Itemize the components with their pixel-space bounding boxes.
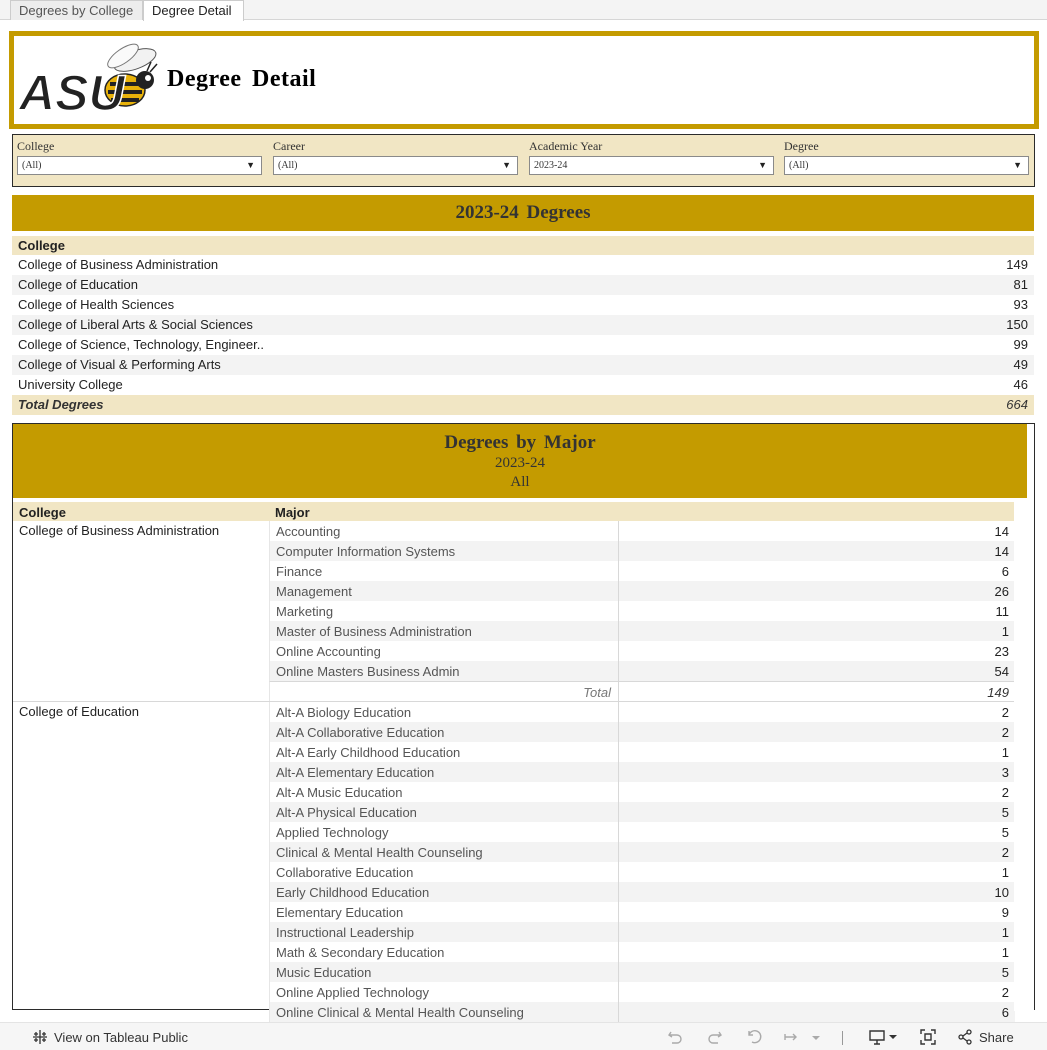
major-name: Finance (276, 564, 323, 579)
major-rows (269, 702, 1015, 1022)
filter-label: Academic Year (529, 139, 603, 153)
dropdown-value: 2023-24 (534, 160, 568, 171)
dropdown-value: (All) (22, 160, 42, 171)
summary-row[interactable] (12, 255, 1034, 275)
column-divider (618, 982, 619, 1002)
summary-college-name: College of Education (18, 277, 138, 292)
summary-title: 2023-24 Degrees (12, 195, 1034, 231)
major-degree-count: 2 (1001, 725, 1009, 740)
filter-label: Career (273, 139, 305, 153)
college-filter (17, 139, 262, 175)
major-table[interactable] (13, 521, 1015, 1023)
major-row[interactable] (269, 561, 1015, 581)
major-row[interactable] (269, 942, 1015, 962)
group-college-name: College of Education (19, 704, 139, 719)
col-college-header: College (19, 505, 66, 520)
major-name: Applied Technology (276, 825, 389, 840)
academic-year-dropdown[interactable] (529, 156, 774, 175)
degree-dropdown[interactable] (784, 156, 1029, 175)
column-divider (618, 862, 619, 882)
major-name: Alt-A Collaborative Education (276, 725, 445, 740)
column-divider (618, 581, 619, 601)
major-degree-count: 14 (994, 524, 1009, 539)
major-degree-count: 26 (994, 584, 1009, 599)
major-degree-count: 6 (1001, 564, 1009, 579)
major-degree-count: 9 (1001, 905, 1009, 920)
filter-label: College (17, 139, 55, 153)
major-row[interactable] (269, 661, 1015, 681)
tab-degree-detail[interactable]: Degree Detail (143, 0, 244, 21)
major-name: Elementary Education (276, 905, 404, 920)
major-row[interactable] (269, 902, 1015, 922)
major-name: Early Childhood Education (276, 885, 430, 900)
major-row[interactable] (269, 601, 1015, 621)
major-degree-count: 1 (1001, 945, 1009, 960)
college-dropdown[interactable] (17, 156, 262, 175)
major-degree-count: 1 (1001, 925, 1009, 940)
revert-icon[interactable] (746, 1028, 764, 1046)
major-title-bar (13, 424, 1027, 498)
major-degree-count: 5 (1001, 825, 1009, 840)
undo-icon[interactable] (666, 1028, 684, 1046)
fullscreen-icon[interactable] (919, 1028, 937, 1046)
col-major-header: Major (275, 505, 310, 520)
major-column-headers (13, 502, 1015, 521)
major-row[interactable] (269, 802, 1015, 822)
major-degree-count: 6 (1001, 1005, 1009, 1020)
degrees-by-major-panel (12, 423, 1035, 1020)
column-divider (618, 782, 619, 802)
column-divider (618, 822, 619, 842)
major-name: Alt-A Music Education (276, 785, 403, 800)
share-icon (957, 1029, 973, 1045)
tab-degrees-by-college[interactable]: Degrees by College (10, 0, 143, 20)
major-name: Marketing (276, 604, 334, 619)
column-divider (618, 802, 619, 822)
academic-year-filter (529, 139, 774, 175)
summary-row[interactable] (12, 355, 1034, 375)
summary-degree-count: 149 (1006, 257, 1028, 272)
column-divider (618, 702, 619, 722)
summary-total-row (12, 395, 1034, 415)
column-divider (618, 742, 619, 762)
major-title: Degrees by Major (444, 432, 596, 453)
summary-degree-count: 150 (1006, 317, 1028, 332)
major-degree-count: 2 (1001, 985, 1009, 1000)
major-degree-count: 11 (995, 604, 1009, 619)
page-title: Degree Detail (167, 66, 317, 92)
college-group (13, 702, 1015, 1023)
summary-table (12, 255, 1034, 415)
career-dropdown[interactable] (273, 156, 518, 175)
refresh-icon[interactable] (782, 1028, 800, 1046)
degree-filter (784, 139, 1029, 175)
dropdown-arrow-icon: ▼ (1013, 160, 1022, 170)
present-download-icon[interactable] (868, 1028, 898, 1046)
summary-degree-count: 46 (1013, 377, 1028, 392)
column-divider (618, 641, 619, 661)
toolbar-divider (842, 1031, 843, 1045)
major-name: Computer Information Systems (276, 544, 456, 559)
dropdown-value: (All) (789, 160, 809, 171)
major-degree-count: 5 (1001, 805, 1009, 820)
summary-degree-count: 81 (1013, 277, 1028, 292)
major-row[interactable] (269, 842, 1015, 862)
major-degree-count: 54 (994, 664, 1009, 679)
column-divider (618, 942, 619, 962)
dropdown-value: (All) (278, 160, 298, 171)
major-name: Online Accounting (276, 644, 381, 659)
major-row[interactable] (269, 581, 1015, 601)
major-row[interactable] (269, 541, 1015, 561)
tableau-toolbar (0, 1022, 1047, 1050)
major-name: Alt-A Physical Education (276, 805, 417, 820)
summary-total-label: Total Degrees (18, 397, 104, 412)
major-total-row (269, 681, 1015, 701)
major-degree-count: 2 (1001, 845, 1009, 860)
major-degree-count: 2 (1001, 785, 1009, 800)
summary-degree-count: 93 (1013, 297, 1028, 312)
major-name: Alt-A Elementary Education (276, 765, 435, 780)
major-degree-count: 2 (1001, 705, 1009, 720)
major-row[interactable] (269, 621, 1015, 641)
major-row[interactable] (269, 641, 1015, 661)
major-name: Clinical & Mental Health Counseling (276, 845, 483, 860)
major-row[interactable] (269, 982, 1015, 1002)
major-row[interactable] (269, 962, 1015, 982)
summary-row[interactable] (12, 375, 1034, 395)
major-degree-count: 14 (994, 544, 1009, 559)
major-degree-count: 1 (1001, 865, 1009, 880)
summary-row[interactable] (12, 295, 1034, 315)
major-name: Online Clinical & Mental Health Counseling (276, 1005, 524, 1020)
column-divider (618, 882, 619, 902)
major-name: Online Applied Technology (276, 985, 429, 1000)
major-name: Accounting (276, 524, 341, 539)
column-divider (618, 842, 619, 862)
column-divider (618, 1002, 619, 1022)
summary-college-name: University College (18, 377, 123, 392)
refresh-dropdown-icon[interactable] (810, 1028, 822, 1046)
share-button[interactable] (957, 1029, 1014, 1045)
total-value: 149 (987, 685, 1009, 700)
column-divider (618, 962, 619, 982)
column-divider (618, 601, 619, 621)
svg-text:ASU: ASU (19, 65, 125, 121)
major-name: Collaborative Education (276, 865, 414, 880)
view-on-tableau-label: View on Tableau Public (54, 1029, 188, 1045)
major-name: Management (276, 584, 352, 599)
major-row[interactable] (269, 722, 1015, 742)
dropdown-arrow-icon: ▼ (758, 160, 767, 170)
major-row[interactable] (269, 762, 1015, 782)
column-divider (618, 661, 619, 681)
filter-label: Degree (784, 139, 819, 153)
asu-hornet-logo (17, 42, 165, 121)
major-row[interactable] (269, 742, 1015, 762)
major-name: Alt-A Early Childhood Education (276, 745, 461, 760)
summary-college-name: College of Science, Technology, Engineer.. (18, 337, 264, 352)
column-divider (618, 762, 619, 782)
summary-college-name: College of Visual & Performing Arts (18, 357, 221, 372)
major-row[interactable] (269, 862, 1015, 882)
major-name: Online Masters Business Admin (276, 664, 460, 679)
summary-college-name: College of Health Sciences (18, 297, 175, 312)
major-row[interactable] (269, 782, 1015, 802)
major-row[interactable] (269, 922, 1015, 942)
column-divider (618, 561, 619, 581)
group-college-name: College of Business Administration (19, 523, 220, 538)
tab-strip (0, 0, 1047, 20)
summary-row[interactable] (12, 315, 1034, 335)
major-degree-count: 1 (1001, 745, 1009, 760)
major-name: Math & Secondary Education (276, 945, 445, 960)
major-row[interactable] (269, 1002, 1015, 1022)
major-row[interactable] (269, 822, 1015, 842)
major-row[interactable] (269, 521, 1015, 541)
column-divider (618, 902, 619, 922)
summary-row[interactable] (12, 275, 1034, 295)
major-row[interactable] (269, 882, 1015, 902)
view-on-tableau-public-link[interactable] (32, 1029, 188, 1045)
column-divider (618, 922, 619, 942)
redo-icon[interactable] (706, 1028, 724, 1046)
dashboard-header (9, 31, 1039, 129)
major-name: Instructional Leadership (276, 925, 415, 940)
summary-college-name: College of Business Administration (18, 257, 219, 272)
share-label: Share (979, 1029, 1014, 1045)
column-divider (618, 621, 619, 641)
column-divider (618, 521, 619, 541)
summary-degree-count: 99 (1013, 337, 1028, 352)
column-divider (618, 682, 619, 702)
column-divider (618, 722, 619, 742)
major-subtitle-year: 2023-24 (495, 455, 545, 471)
summary-column-header: College (12, 236, 1034, 255)
major-name: Master of Business Administration (276, 624, 472, 639)
major-degree-count: 10 (994, 885, 1009, 900)
major-rows (269, 521, 1015, 701)
major-name: Music Education (276, 965, 372, 980)
major-degree-count: 23 (994, 644, 1009, 659)
career-filter (273, 139, 518, 175)
major-subtitle-filter: All (510, 474, 530, 490)
summary-college-name: College of Liberal Arts & Social Sciences (18, 317, 253, 332)
summary-row[interactable] (12, 335, 1034, 355)
major-row[interactable] (269, 702, 1015, 722)
total-label: Total (583, 685, 611, 700)
major-degree-count: 5 (1001, 965, 1009, 980)
vertical-scrollbar[interactable] (1014, 502, 1034, 1011)
major-degree-count: 1 (1001, 624, 1009, 639)
major-degree-count: 3 (1001, 765, 1009, 780)
major-name: Alt-A Biology Education (276, 705, 412, 720)
summary-degree-count: 49 (1013, 357, 1028, 372)
tableau-logo-icon (32, 1029, 48, 1045)
college-group (13, 521, 1015, 702)
dropdown-arrow-icon: ▼ (246, 160, 255, 170)
summary-total-value: 664 (1006, 397, 1028, 412)
column-divider (618, 541, 619, 561)
filter-panel (12, 134, 1035, 187)
dropdown-arrow-icon: ▼ (502, 160, 511, 170)
